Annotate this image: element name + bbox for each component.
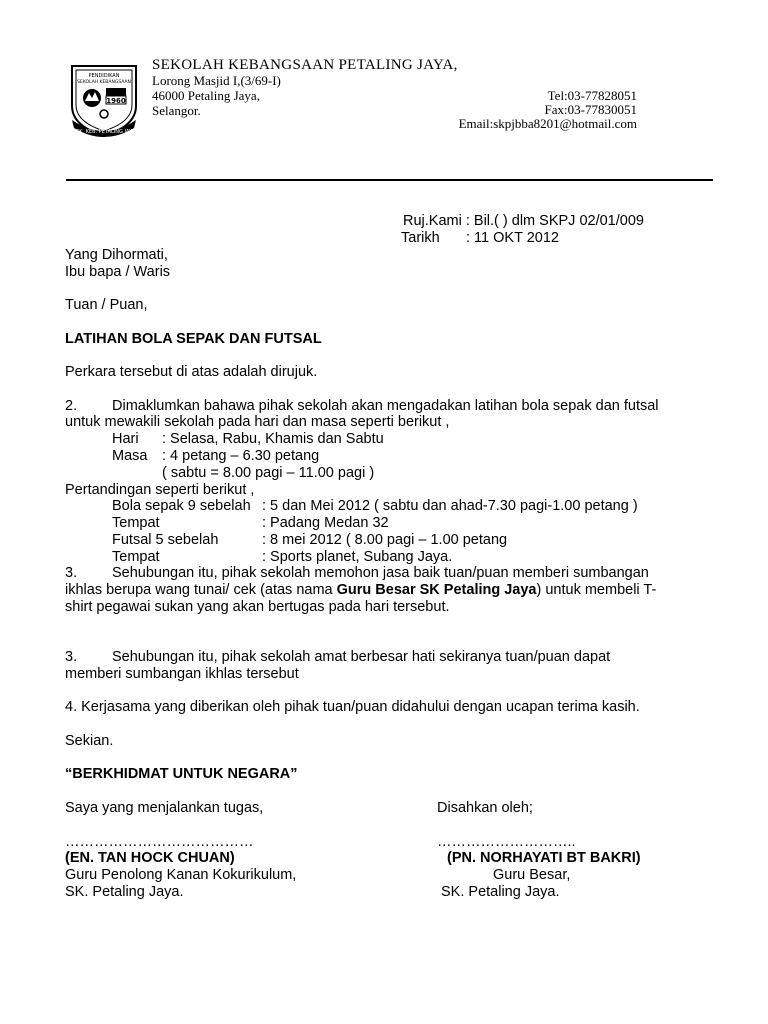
- telephone: Tel:03-77828051: [547, 88, 637, 103]
- subject-heading: LATIHAN BOLA SEPAK DAN FUTSAL: [65, 331, 322, 347]
- tempat-2-label: Tempat: [112, 549, 160, 565]
- bola-sepak-label: Bola sepak 9 sebelah: [112, 498, 251, 514]
- fax: Fax:03-77830051: [544, 102, 637, 117]
- tempat-1-label: Tempat: [112, 515, 160, 531]
- school-name: SEKOLAH KEBANGSAAN PETALING JAYA,: [152, 57, 458, 73]
- para3a-line-2-post: ) untuk membeli T-: [536, 582, 657, 598]
- svg-text:SEK. KEB. PETALING JAYA: SEK. KEB. PETALING JAYA: [72, 129, 136, 135]
- right-signatory-name: (PN. NORHAYATI BT BAKRI): [447, 850, 641, 866]
- left-signatory-name: (EN. TAN HOCK CHUAN): [65, 850, 235, 866]
- para3a-line-3: shirt pegawai sukan yang akan bertugas pada hari tersebut.: [65, 599, 450, 615]
- para3a-line-2-pre: ikhlas berupa wang tunai/ cek (atas nama: [65, 582, 337, 598]
- motto: “BERKHIDMAT UNTUK NEGARA”: [65, 766, 298, 782]
- salutation: Tuan / Puan,: [65, 297, 148, 313]
- bola-sepak-value: : 5 dan Mei 2012 ( sabtu dan ahad-7.30 pagi-1.00 petang ): [262, 498, 638, 514]
- email: Email:skpjbba8201@hotmail.com: [458, 116, 637, 131]
- left-signature-intro: Saya yang menjalankan tugas,: [65, 800, 264, 816]
- para2-line-2: untuk mewakili sekolah pada hari dan masa seperti berikut ,: [65, 414, 450, 430]
- futsal-label: Futsal 5 sebelah: [112, 532, 219, 548]
- para3b-number: 3.: [65, 649, 78, 665]
- tempat-1-value: : Padang Medan 32: [262, 515, 389, 531]
- left-signatory-title: Guru Penolong Kanan Kokurikulum,: [65, 867, 297, 883]
- masa-value: : 4 petang – 6.30 petang: [162, 448, 320, 464]
- hari-label: Hari: [112, 431, 139, 447]
- paragraph-1: Perkara tersebut di atas adalah dirujuk.: [65, 364, 318, 380]
- right-signatory-school: SK. Petaling Jaya.: [441, 884, 560, 900]
- left-signature-line: …………………………………: [65, 834, 254, 850]
- pertandingan-heading: Pertandingan seperti berikut ,: [65, 482, 255, 498]
- right-signature-intro: Disahkan oleh;: [437, 800, 533, 816]
- para3b-line-2: memberi sumbangan ikhlas tersebut: [65, 666, 299, 682]
- para3a-number: 3.: [65, 565, 78, 581]
- date-value: : 11 OKT 2012: [466, 230, 559, 246]
- para3a-line-1: Sehubungan itu, pihak sekolah memohon jasa baik tuan/puan memberi sumbangan: [112, 565, 649, 581]
- recipient-line-2: Ibu bapa / Waris: [65, 264, 171, 280]
- right-signature-line: ………………………..: [437, 834, 576, 850]
- left-signatory-school: SK. Petaling Jaya.: [65, 884, 184, 900]
- masa-note: ( sabtu = 8.00 pagi – 11.00 pagi ): [162, 465, 375, 481]
- address-line-1: Lorong Masjid I,(3/69-I): [152, 73, 281, 88]
- right-signatory-title: Guru Besar,: [493, 867, 571, 883]
- para2-line-1: Dimaklumkan bahawa pihak sekolah akan mengadakan latihan bola sepak dan futsal: [112, 398, 659, 414]
- recipient-line-1: Yang Dihormati,: [65, 247, 168, 263]
- hari-value: : Selasa, Rabu, Khamis dan Sabtu: [162, 431, 384, 447]
- date-label: Tarikh: [401, 230, 440, 246]
- masa-label: Masa: [112, 448, 148, 464]
- svg-text:1960: 1960: [106, 97, 126, 105]
- paragraph-4: 4. Kerjasama yang diberikan oleh pihak tuan/puan didahului dengan ucapan terima kasih.: [65, 699, 640, 715]
- letterhead-divider: [66, 179, 713, 181]
- svg-text:SEKOLAH KEBANGSAAN: SEKOLAH KEBANGSAAN: [77, 80, 131, 85]
- address-line-3: Selangor.: [152, 103, 201, 118]
- address-line-2: 46000 Petaling Jaya,: [152, 88, 260, 103]
- reference-number: Ruj.Kami : Bil.( ) dlm SKPJ 02/01/009: [403, 213, 644, 229]
- futsal-value: : 8 mei 2012 ( 8.00 pagi – 1.00 petang: [262, 532, 508, 548]
- para3a-line-2: [65, 582, 656, 599]
- para3b-line-1: Sehubungan itu, pihak sekolah amat berbesar hati sekiranya tuan/puan dapat: [112, 649, 611, 665]
- tempat-2-value: : Sports planet, Subang Jaya.: [262, 549, 453, 565]
- school-crest-logo: [64, 60, 144, 140]
- closing: Sekian.: [65, 733, 114, 749]
- para2-number: 2.: [65, 398, 78, 414]
- payee-name: Guru Besar SK Petaling Jaya: [336, 582, 537, 598]
- svg-text:PENDIDIKAN: PENDIDIKAN: [88, 73, 120, 79]
